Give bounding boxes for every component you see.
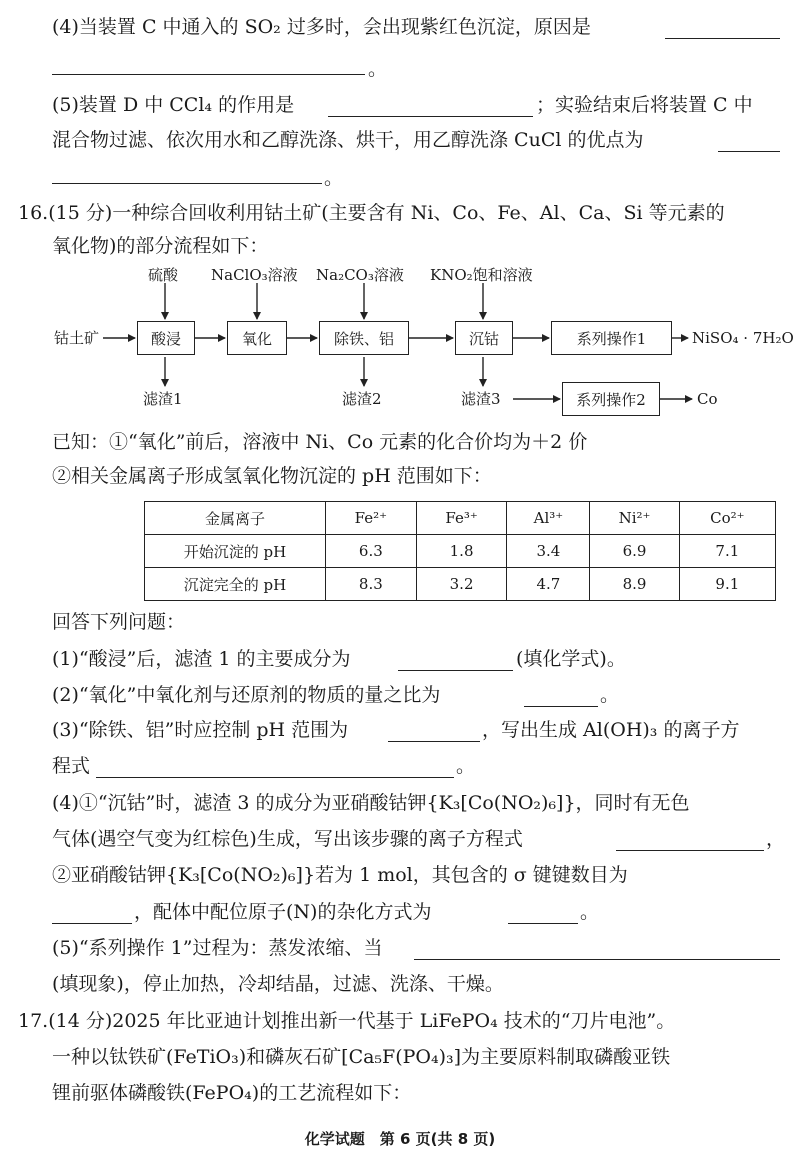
q16-s4-blank-3[interactable]: [508, 903, 578, 924]
q15-part5-line2: 混合物过滤、依次用水和乙醇洗涤、烘干，用乙醇洗涤 CuCl 的优点为: [52, 129, 644, 151]
reagent-sulfuric-acid: 硫酸: [148, 266, 179, 284]
q16-s1-a: (1)“酸浸”后，滤渣 1 的主要成分为: [52, 648, 351, 670]
table-header: 金属离子: [145, 502, 326, 535]
table-header: Fe³⁺: [416, 502, 507, 535]
q17-line3: 锂前驱体磷酸铁(FePO₄)的工艺流程如下：: [52, 1082, 412, 1104]
table-cell: 6.3: [326, 535, 417, 568]
q15-part5-line1b: ；实验结束后将装置 C 中: [536, 94, 753, 116]
table-row: [145, 535, 776, 568]
q15-part4-end: 。: [368, 58, 388, 80]
q17-line1: 17.(14 分)2025 年比亚迪计划推出新一代基于 LiFePO₄ 技术的“刀片电池”。: [18, 1010, 676, 1032]
q16-intro-line1: 16.(15 分)一种综合回收利用钴土矿(主要含有 Ni、Co、Fe、Al、Ca、Si 等元素的: [18, 202, 725, 224]
page-footer: 化学试题 第 6 页(共 8 页): [304, 1130, 496, 1148]
reagent-naclo3: NaClO₃溶液: [211, 266, 298, 284]
q16-s4-line4a: ，配体中配位原子(N)的杂化方式为: [134, 901, 432, 923]
q16-known-2: ②相关金属离子形成氢氧化物沉淀的 pH 范围如下：: [52, 465, 492, 487]
q15-part5-blank-2[interactable]: [718, 131, 780, 152]
box-acid-leach: 酸浸: [137, 321, 195, 355]
q16-s4-line1: (4)①“沉钴”时，滤渣 3 的成分为亚硝酸钴钾{K₃[Co(NO₂)₆]}，同时有无色: [52, 792, 690, 814]
q16-s5-blank[interactable]: [414, 939, 780, 960]
residue-3: 滤渣3: [461, 390, 501, 408]
q15-part5-end: 。: [324, 167, 344, 189]
q16-s3-blank-1[interactable]: [388, 721, 480, 742]
q16-known-1: 已知：①“氧化”前后，溶液中 Ni、Co 元素的化合价均为＋2 价: [52, 431, 588, 453]
q16-s4-line4b: 。: [580, 901, 600, 923]
table-cell: 1.8: [416, 535, 507, 568]
table-header: Co²⁺: [679, 502, 775, 535]
input-cobalt-ore: 钴土矿: [54, 329, 100, 347]
q15-part4-text: (4)当装置 C 中通入的 SO₂ 过多时，会出现紫红色沉淀，原因是: [52, 16, 591, 38]
box-precip-co: 沉钴: [455, 321, 513, 355]
table-header: Ni²⁺: [590, 502, 679, 535]
q16-s3-b: ，写出生成 Al(OH)₃ 的离子方: [482, 719, 740, 741]
q16-s5-b: (填现象)，停止加热，冷却结晶，过滤、洗涤、干燥。: [52, 973, 504, 995]
table-cell: 9.1: [679, 568, 775, 601]
table-cell: 8.3: [326, 568, 417, 601]
table-cell: 开始沉淀的 pH: [145, 535, 326, 568]
table-cell: 沉淀完全的 pH: [145, 568, 326, 601]
q15-part4-blank-2[interactable]: [52, 54, 365, 75]
answer-prompt: 回答下列问题：: [52, 611, 186, 633]
q16-s2-a: (2)“氧化”中氧化剂与还原剂的物质的量之比为: [52, 684, 441, 706]
q16-s2-blank[interactable]: [524, 686, 598, 707]
box-series-op1: 系列操作1: [551, 321, 672, 355]
residue-1: 滤渣1: [143, 390, 183, 408]
reagent-kno2: KNO₂饱和溶液: [430, 266, 533, 284]
q16-s3-d: 。: [456, 755, 476, 777]
q15-part5-line1a: (5)装置 D 中 CCl₄ 的作用是: [52, 94, 295, 116]
box-oxidize: 氧化: [227, 321, 287, 355]
product-niso4: NiSO₄ · 7H₂O: [692, 329, 794, 347]
q16-s4-line2b: ，: [766, 828, 786, 850]
q16-s4-line3: ②亚硝酸钴钾{K₃[Co(NO₂)₆]}若为 1 mol，其包含的 σ 键键数目为: [52, 864, 628, 886]
q15-part5-blank-1[interactable]: [328, 96, 533, 117]
q17-line2: 一种以钛铁矿(FeTiO₃)和磷灰石矿[Ca₅F(PO₄)₃]为主要原料制取磷酸亚铁: [52, 1046, 671, 1068]
q16-s2-b: 。: [600, 684, 620, 706]
q15-part5-blank-3[interactable]: [52, 163, 322, 184]
table-cell: 4.7: [507, 568, 590, 601]
q16-s4-line2a: 气体(遇空气变为红棕色)生成，写出该步骤的离子方程式: [52, 828, 523, 850]
ph-table: [144, 501, 776, 601]
q16-s3-blank-2[interactable]: [96, 757, 454, 778]
table-cell: 6.9: [590, 535, 679, 568]
q16-s4-blank-2[interactable]: [52, 903, 132, 924]
q16-s3-a: (3)“除铁、铝”时应控制 pH 范围为: [52, 719, 349, 741]
q16-s4-blank-1[interactable]: [616, 830, 764, 851]
q16-s3-c: 程式: [52, 755, 91, 777]
table-cell: 7.1: [679, 535, 775, 568]
q16-s1-b: (填化学式)。: [516, 648, 626, 670]
q16-s5-a: (5)“系列操作 1”过程为：蒸发浓缩、当: [52, 937, 383, 959]
table-header: Al³⁺: [507, 502, 590, 535]
table-header-row: [145, 502, 776, 535]
table-cell: 3.2: [416, 568, 507, 601]
table-header: Fe²⁺: [326, 502, 417, 535]
box-remove-fe-al: 除铁、铝: [319, 321, 409, 355]
q15-part4-blank-1[interactable]: [665, 18, 780, 39]
table-cell: 3.4: [507, 535, 590, 568]
reagent-na2co3: Na₂CO₃溶液: [316, 266, 404, 284]
q16-intro-line2: 氧化物)的部分流程如下：: [52, 235, 269, 257]
residue-2: 滤渣2: [342, 390, 382, 408]
table-row: [145, 568, 776, 601]
q15-part4-line: [52, 14, 591, 40]
table-cell: 8.9: [590, 568, 679, 601]
product-co: Co: [697, 390, 718, 408]
box-series-op2: 系列操作2: [562, 382, 660, 416]
q16-s1-blank[interactable]: [398, 650, 513, 671]
